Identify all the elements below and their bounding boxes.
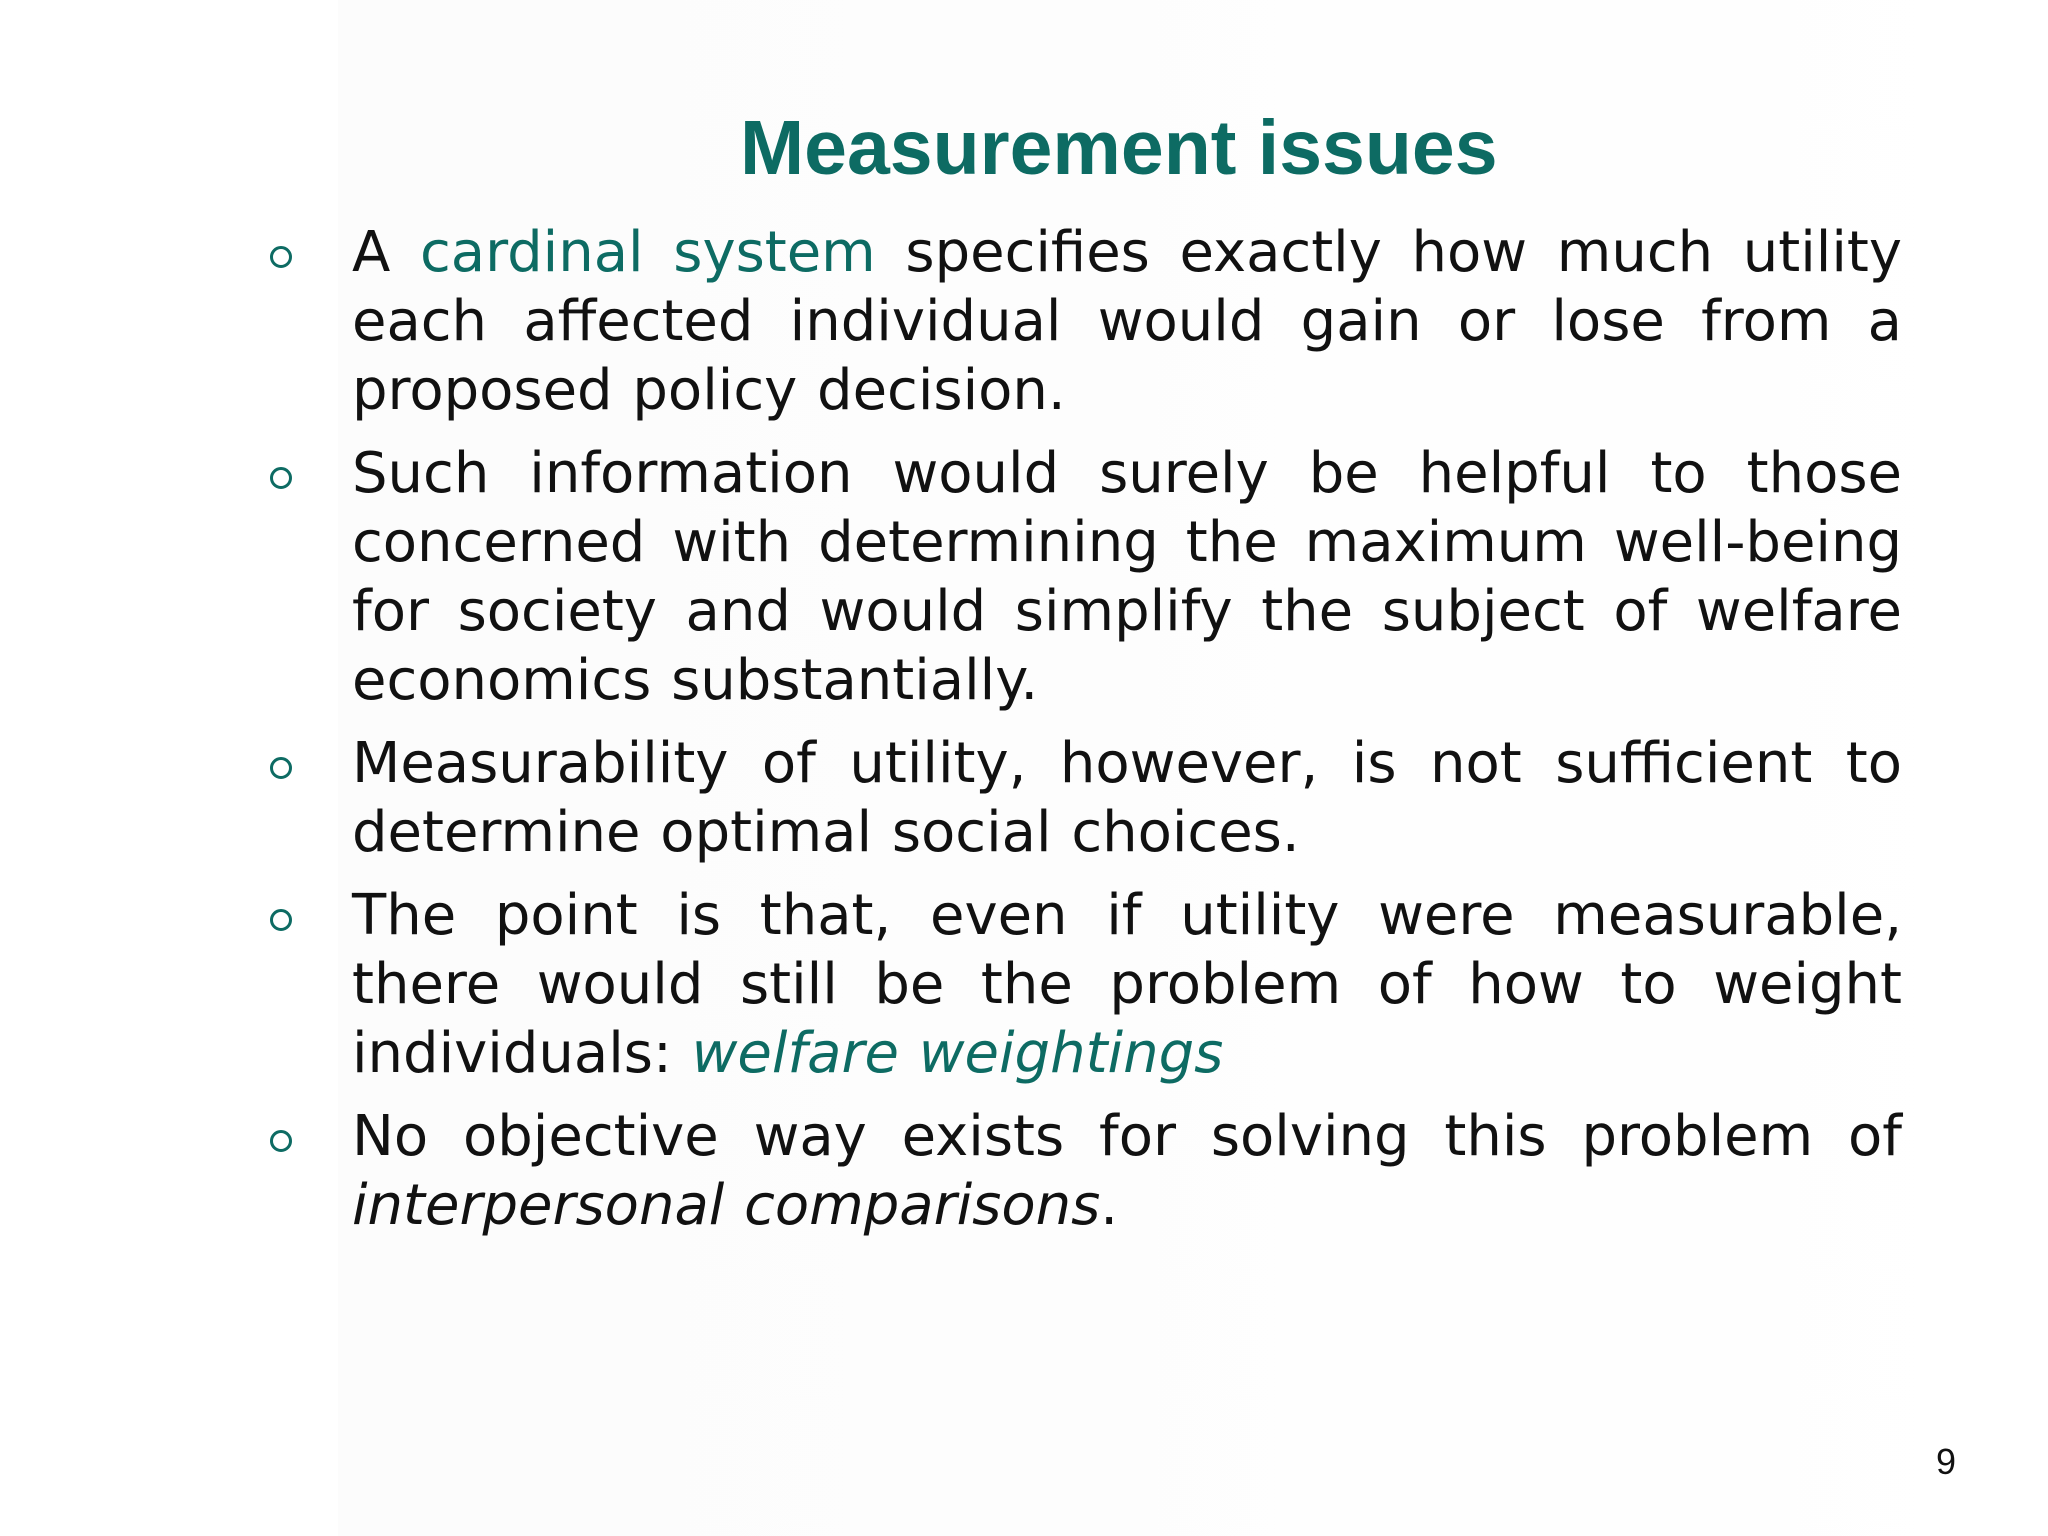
bullet-item-interpersonal-comparisons (270, 1102, 1902, 1240)
hollow-circle-bullet-icon (270, 757, 292, 779)
bullet-text-prefix: No objective way exists for solving this problem of (352, 1104, 1902, 1169)
page-number: 9 (1935, 1441, 1957, 1482)
highlighted-term: welfare weightings (691, 1021, 1224, 1086)
bullet-text-prefix: The point is that, even if utility were measurable, there would still be the problem of how to weight individuals: (352, 883, 1902, 1086)
slide-title: Measurement issues (740, 105, 1498, 191)
bullet-item-welfare-weightings (270, 881, 1902, 1088)
bullet-text: Measurability of utility, however, is not sufficient to determine optimal social choices. (352, 731, 1902, 865)
hollow-circle-bullet-icon (270, 467, 292, 489)
bullet-item-measurability (270, 729, 1902, 867)
bullet-text: Such information would surely be helpful to those concerned with determining the maximum well-being for society and would simplify the subject of welfare economics substantially. (352, 441, 1902, 713)
bullet-text-suffix: . (1100, 1173, 1119, 1238)
bullet-item-cardinal-system (270, 218, 1902, 425)
bullet-list (270, 218, 1902, 1254)
emphasized-term: interpersonal comparisons (352, 1173, 1101, 1238)
bullet-text-suffix: specifies exactly how much utility each affected individual would gain or lose from a proposed policy decision. (352, 220, 1903, 423)
bullet-text-prefix: A (352, 220, 420, 285)
hollow-circle-bullet-icon (270, 246, 292, 268)
highlighted-term: cardinal system (419, 220, 876, 285)
hollow-circle-bullet-icon (270, 909, 292, 931)
hollow-circle-bullet-icon (270, 1130, 292, 1152)
bullet-item-information (270, 439, 1902, 715)
